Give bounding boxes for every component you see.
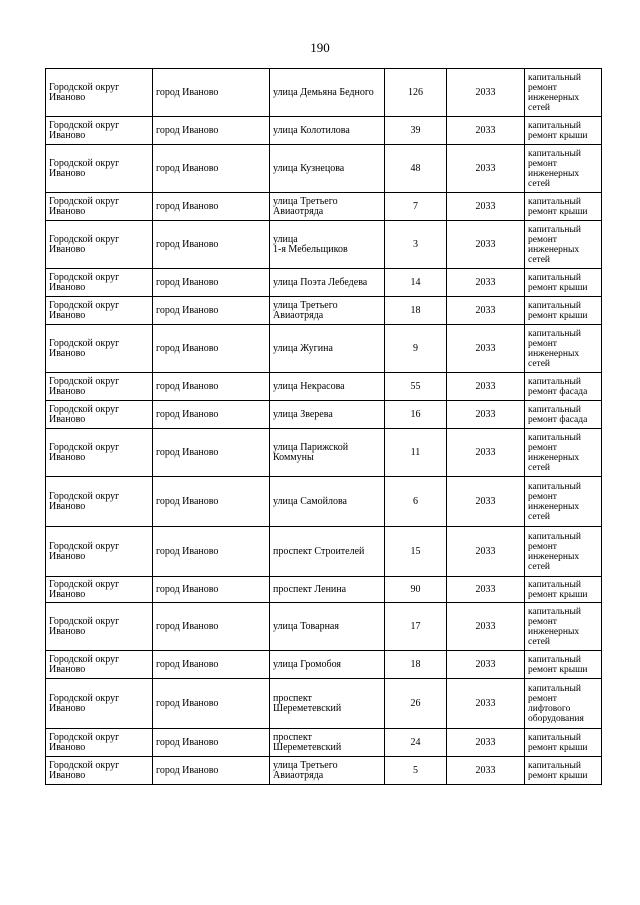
repair-registry-table xyxy=(45,68,602,785)
work-type-cell: капитальный ремонт крыши xyxy=(525,297,602,325)
district-cell: Городской округ Иваново xyxy=(46,577,153,603)
work-type-cell: капитальный ремонт инженерных сетей xyxy=(525,429,602,477)
year-cell: 2033 xyxy=(447,401,525,429)
year-cell: 2033 xyxy=(447,729,525,757)
street-cell: улица Товарная xyxy=(270,603,385,651)
table-row xyxy=(46,477,602,527)
work-type-cell: капитальный ремонт инженерных сетей xyxy=(525,69,602,117)
house-number-cell: 39 xyxy=(385,117,447,145)
year-cell: 2033 xyxy=(447,221,525,269)
table-row xyxy=(46,145,602,193)
house-number-cell: 9 xyxy=(385,325,447,373)
work-type-cell: капитальный ремонт фасада xyxy=(525,373,602,401)
year-cell: 2033 xyxy=(447,679,525,729)
city-cell: город Иваново xyxy=(153,577,270,603)
work-type-cell: капитальный ремонт крыши xyxy=(525,269,602,297)
street-cell: проспект Ленина xyxy=(270,577,385,603)
table-row xyxy=(46,577,602,603)
city-cell: город Иваново xyxy=(153,757,270,785)
city-cell: город Иваново xyxy=(153,401,270,429)
district-cell: Городской округ Иваново xyxy=(46,221,153,269)
work-type-cell: капитальный ремонт инженерных сетей xyxy=(525,145,602,193)
city-cell: город Иваново xyxy=(153,603,270,651)
street-cell: улица Зверева xyxy=(270,401,385,429)
street-cell: проспект Строителей xyxy=(270,527,385,577)
year-cell: 2033 xyxy=(447,69,525,117)
street-cell: улица Третьего Авиаотряда xyxy=(270,297,385,325)
district-cell: Городской округ Иваново xyxy=(46,193,153,221)
street-cell: улица Колотилова xyxy=(270,117,385,145)
table-row xyxy=(46,221,602,269)
house-number-cell: 17 xyxy=(385,603,447,651)
city-cell: город Иваново xyxy=(153,193,270,221)
district-cell: Городской округ Иваново xyxy=(46,429,153,477)
district-cell: Городской округ Иваново xyxy=(46,401,153,429)
table-row xyxy=(46,297,602,325)
street-cell: улица Самойлова xyxy=(270,477,385,527)
table-row xyxy=(46,527,602,577)
work-type-cell: капитальный ремонт крыши xyxy=(525,729,602,757)
street-cell: улица Демьяна Бедного xyxy=(270,69,385,117)
table-row xyxy=(46,269,602,297)
house-number-cell: 15 xyxy=(385,527,447,577)
table-row xyxy=(46,69,602,117)
city-cell: город Иваново xyxy=(153,651,270,679)
house-number-cell: 126 xyxy=(385,69,447,117)
table-row xyxy=(46,651,602,679)
city-cell: город Иваново xyxy=(153,145,270,193)
table-row xyxy=(46,729,602,757)
house-number-cell: 18 xyxy=(385,297,447,325)
year-cell: 2033 xyxy=(447,757,525,785)
year-cell: 2033 xyxy=(447,477,525,527)
street-cell: улица Парижской Коммуны xyxy=(270,429,385,477)
city-cell: город Иваново xyxy=(153,477,270,527)
street-cell: улица Поэта Лебедева xyxy=(270,269,385,297)
district-cell: Городской округ Иваново xyxy=(46,269,153,297)
work-type-cell: капитальный ремонт крыши xyxy=(525,193,602,221)
house-number-cell: 90 xyxy=(385,577,447,603)
city-cell: город Иваново xyxy=(153,269,270,297)
year-cell: 2033 xyxy=(447,527,525,577)
district-cell: Городской округ Иваново xyxy=(46,145,153,193)
street-cell: улица Громобоя xyxy=(270,651,385,679)
district-cell: Городской округ Иваново xyxy=(46,679,153,729)
work-type-cell: капитальный ремонт крыши xyxy=(525,577,602,603)
work-type-cell: капитальный ремонт крыши xyxy=(525,757,602,785)
district-cell: Городской округ Иваново xyxy=(46,527,153,577)
city-cell: город Иваново xyxy=(153,325,270,373)
house-number-cell: 6 xyxy=(385,477,447,527)
work-type-cell: капитальный ремонт инженерных сетей xyxy=(525,527,602,577)
house-number-cell: 16 xyxy=(385,401,447,429)
work-type-cell: капитальный ремонт крыши xyxy=(525,651,602,679)
district-cell: Городской округ Иваново xyxy=(46,117,153,145)
street-cell: проспект Шереметевский xyxy=(270,729,385,757)
city-cell: город Иваново xyxy=(153,117,270,145)
house-number-cell: 3 xyxy=(385,221,447,269)
street-cell: проспект Шереметевский xyxy=(270,679,385,729)
table-row xyxy=(46,679,602,729)
table-row xyxy=(46,429,602,477)
work-type-cell: капитальный ремонт инженерных сетей xyxy=(525,325,602,373)
year-cell: 2033 xyxy=(447,193,525,221)
work-type-cell: капитальный ремонт крыши xyxy=(525,117,602,145)
city-cell: город Иваново xyxy=(153,221,270,269)
house-number-cell: 14 xyxy=(385,269,447,297)
city-cell: город Иваново xyxy=(153,69,270,117)
city-cell: город Иваново xyxy=(153,429,270,477)
district-cell: Городской округ Иваново xyxy=(46,69,153,117)
house-number-cell: 7 xyxy=(385,193,447,221)
year-cell: 2033 xyxy=(447,145,525,193)
table-row xyxy=(46,117,602,145)
table-row xyxy=(46,325,602,373)
work-type-cell: капитальный ремонт фасада xyxy=(525,401,602,429)
house-number-cell: 24 xyxy=(385,729,447,757)
street-cell: улица Кузнецова xyxy=(270,145,385,193)
year-cell: 2033 xyxy=(447,297,525,325)
house-number-cell: 48 xyxy=(385,145,447,193)
district-cell: Городской округ Иваново xyxy=(46,373,153,401)
year-cell: 2033 xyxy=(447,269,525,297)
city-cell: город Иваново xyxy=(153,679,270,729)
street-cell: улица Жугина xyxy=(270,325,385,373)
table-row xyxy=(46,193,602,221)
year-cell: 2033 xyxy=(447,603,525,651)
work-type-cell: капитальный ремонт лифтового оборудования xyxy=(525,679,602,729)
house-number-cell: 55 xyxy=(385,373,447,401)
table-row xyxy=(46,757,602,785)
street-cell: улица Некрасова xyxy=(270,373,385,401)
table-row xyxy=(46,603,602,651)
table-row xyxy=(46,401,602,429)
house-number-cell: 5 xyxy=(385,757,447,785)
district-cell: Городской округ Иваново xyxy=(46,297,153,325)
year-cell: 2033 xyxy=(447,651,525,679)
work-type-cell: капитальный ремонт инженерных сетей xyxy=(525,603,602,651)
house-number-cell: 11 xyxy=(385,429,447,477)
year-cell: 2033 xyxy=(447,117,525,145)
district-cell: Городской округ Иваново xyxy=(46,603,153,651)
year-cell: 2033 xyxy=(447,429,525,477)
street-cell: улица Третьего Авиаотряда xyxy=(270,757,385,785)
district-cell: Городской округ Иваново xyxy=(46,651,153,679)
house-number-cell: 18 xyxy=(385,651,447,679)
page-number: 190 xyxy=(310,40,330,55)
work-type-cell: капитальный ремонт инженерных сетей xyxy=(525,477,602,527)
work-type-cell: капитальный ремонт инженерных сетей xyxy=(525,221,602,269)
year-cell: 2033 xyxy=(447,325,525,373)
district-cell: Городской округ Иваново xyxy=(46,757,153,785)
city-cell: город Иваново xyxy=(153,297,270,325)
table-row xyxy=(46,373,602,401)
district-cell: Городской округ Иваново xyxy=(46,477,153,527)
registry-body xyxy=(46,69,602,785)
year-cell: 2033 xyxy=(447,577,525,603)
house-number-cell: 26 xyxy=(385,679,447,729)
city-cell: город Иваново xyxy=(153,527,270,577)
district-cell: Городской округ Иваново xyxy=(46,729,153,757)
street-cell: улица 1-я Мебельщиков xyxy=(270,221,385,269)
year-cell: 2033 xyxy=(447,373,525,401)
street-cell: улица Третьего Авиаотряда xyxy=(270,193,385,221)
city-cell: город Иваново xyxy=(153,729,270,757)
district-cell: Городской округ Иваново xyxy=(46,325,153,373)
city-cell: город Иваново xyxy=(153,373,270,401)
